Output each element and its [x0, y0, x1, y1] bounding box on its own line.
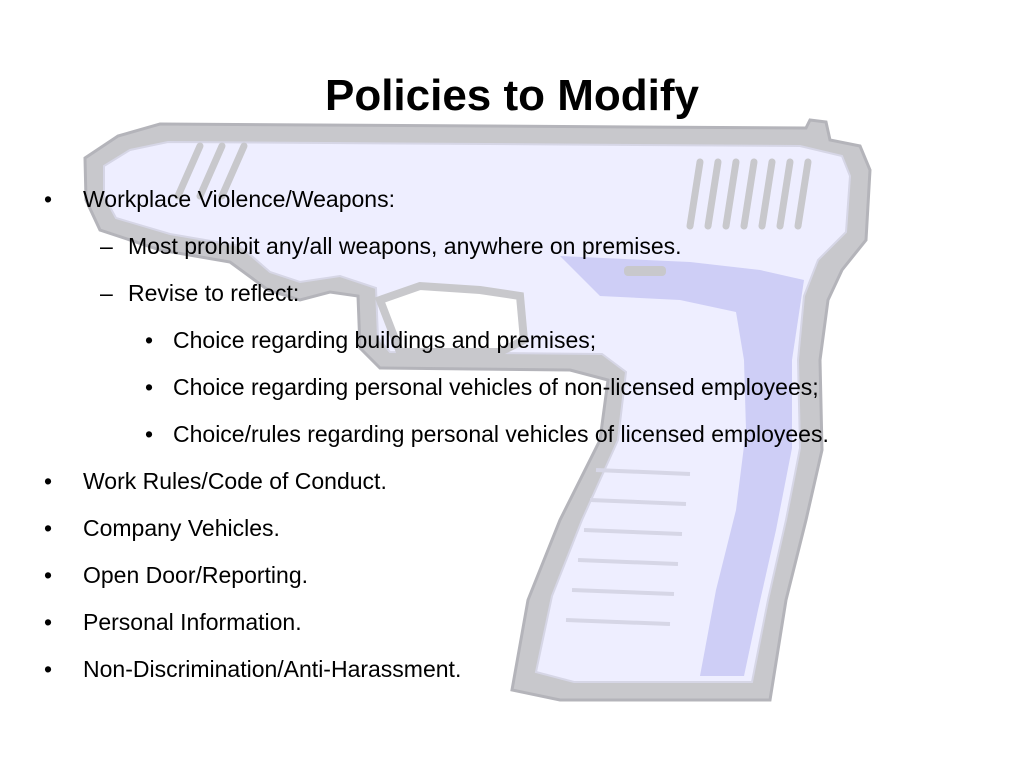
sub-sub-bullet-licensed: Choice/rules regarding personal vehicles of licensed employees. [173, 421, 829, 447]
sub-bullet-marker: – [100, 280, 113, 306]
bullet-marker: • [44, 609, 53, 635]
bullet-marker: • [44, 515, 53, 541]
bullet-personal-information: Personal Information. [83, 609, 302, 635]
sub-sub-bullet-marker: • [145, 374, 154, 400]
bullet-marker: • [44, 468, 53, 494]
sub-sub-bullet-non-licensed: Choice regarding personal vehicles of non-licensed employees; [173, 374, 819, 400]
sub-sub-bullet-buildings: Choice regarding buildings and premises; [173, 327, 597, 353]
bullet-non-discrimination: Non-Discrimination/Anti-Harassment. [83, 656, 462, 682]
bullet-work-rules: Work Rules/Code of Conduct. [83, 468, 387, 494]
sub-sub-bullet-marker: • [145, 327, 154, 353]
sub-sub-bullet-marker: • [145, 421, 154, 447]
sub-bullet-marker: – [100, 233, 113, 259]
sub-bullet-prohibit-weapons: Most prohibit any/all weapons, anywhere on premises. [128, 233, 682, 259]
slide-title: Policies to Modify [324, 71, 700, 120]
bullet-company-vehicles: Company Vehicles. [83, 515, 280, 541]
bullet-marker: • [44, 656, 53, 682]
sub-bullet-revise: Revise to reflect: [128, 280, 300, 306]
bullet-marker: • [44, 562, 53, 588]
bullet-marker: • [44, 186, 53, 212]
bullet-workplace-violence: Workplace Violence/Weapons: [83, 186, 395, 212]
bullet-open-door: Open Door/Reporting. [83, 562, 309, 588]
